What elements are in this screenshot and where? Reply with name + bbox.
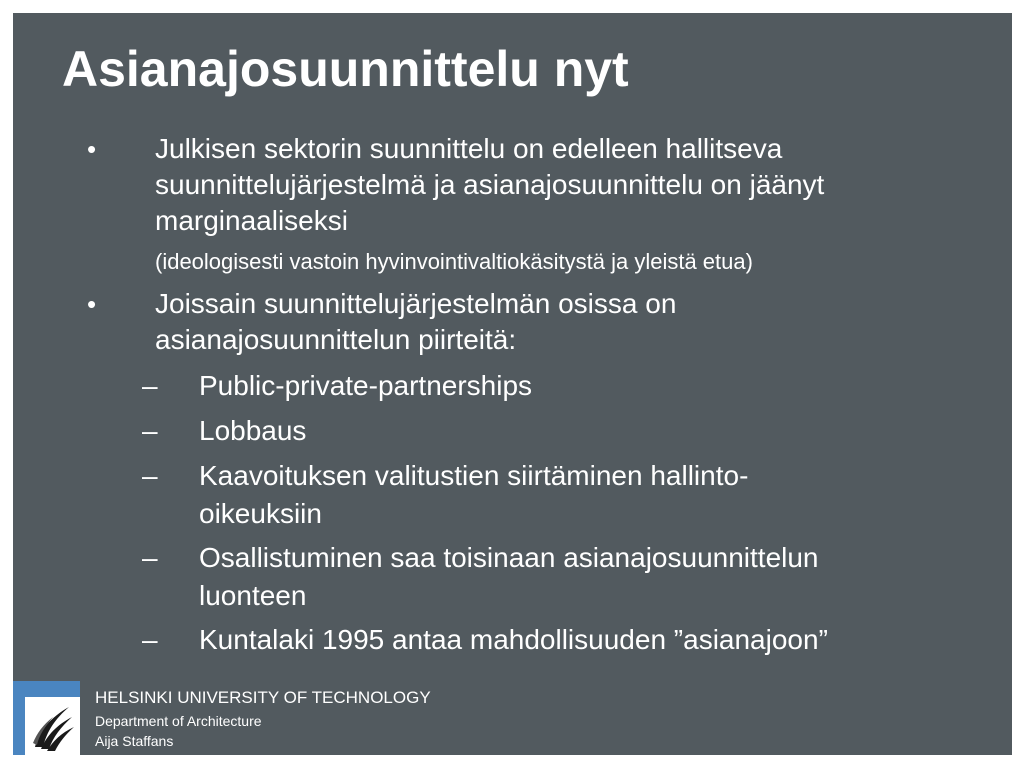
department-name: Department of Architecture: [95, 713, 262, 729]
university-name: HELSINKI UNIVERSITY OF TECHNOLOGY: [95, 688, 431, 707]
sub-item-text: Lobbaus: [199, 415, 307, 446]
hut-logo-icon: [25, 697, 80, 755]
sub-item-text: Kaavoituksen valitustien siirtäminen hallinto-: [199, 460, 749, 491]
dash-marker: –: [142, 460, 158, 491]
bullet-text-line: Joissain suunnittelujärjestelmän osissa on: [155, 288, 677, 319]
dash-marker: –: [142, 370, 158, 401]
bullet-list: [13, 13, 1012, 755]
bullet-text-line: Julkisen sektorin suunnittelu on edelleen hallitseva: [155, 133, 783, 164]
sub-item-text: Osallistuminen saa toisinaan asianajosuunnittelun: [199, 542, 819, 573]
slide-title: Asianajosuunnittelu nyt: [62, 41, 629, 97]
slide: [13, 13, 1012, 755]
logo-box: [13, 681, 80, 755]
dash-marker: –: [142, 542, 158, 573]
sub-item-text: oikeuksiin: [199, 498, 322, 529]
author-name: Aija Staffans: [95, 733, 174, 749]
footer: [13, 681, 1012, 755]
bullet-text-line: suunnittelujärjestelmä ja asianajosuunnittelu on jäänyt: [155, 169, 825, 200]
bullet-text-line: marginaaliseksi: [155, 205, 348, 236]
dash-marker: –: [142, 624, 158, 655]
sub-item-text: Kuntalaki 1995 antaa mahdollisuuden ”asianajoon”: [199, 624, 828, 655]
dash-marker: –: [142, 415, 158, 446]
bullet-marker: •: [87, 134, 97, 164]
bullet-note: (ideologisesti vastoin hyvinvointivaltiokäsitystä ja yleistä etua): [155, 249, 753, 274]
sub-item-text: Public-private-partnerships: [199, 370, 533, 401]
bullet-marker: •: [87, 289, 97, 319]
bullet-text-line: asianajosuunnittelun piirteitä:: [155, 324, 517, 355]
sub-item-text: luonteen: [199, 580, 307, 611]
